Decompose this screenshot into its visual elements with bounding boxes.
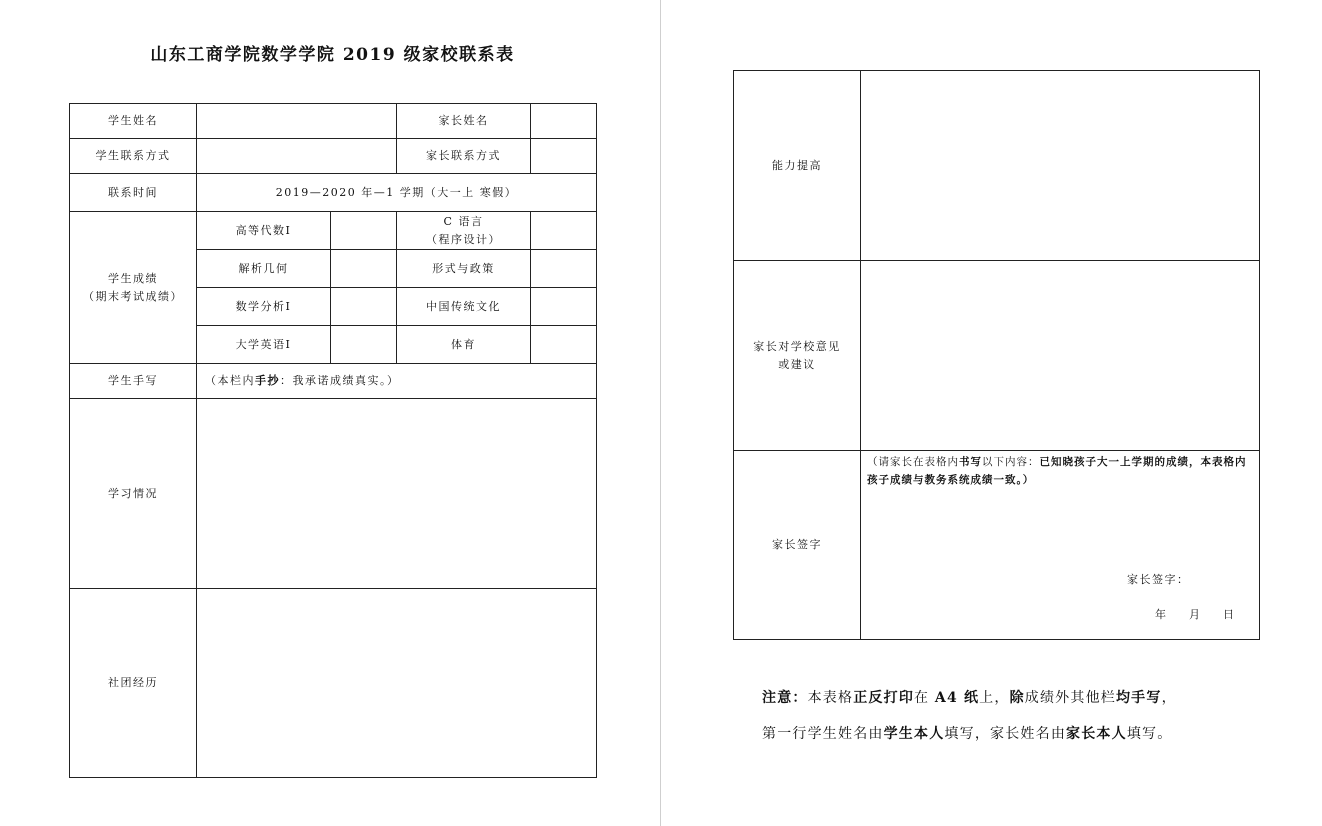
grades-label: 学生成绩 xyxy=(108,271,158,285)
course-score-field[interactable] xyxy=(331,212,397,250)
notice-p4: 在 xyxy=(914,690,935,706)
print-notice xyxy=(762,680,1282,752)
ability-field[interactable] xyxy=(861,71,1260,261)
notice-p13: 填写，家长姓名由 xyxy=(944,726,1067,742)
handwrite-prefix: （本栏内 xyxy=(205,374,255,387)
course-name: C 语言 xyxy=(443,214,484,228)
notice-p14: 家长本人 xyxy=(1066,726,1127,742)
signature-line: 家长签字： xyxy=(1127,573,1190,586)
notice-p2: 本表格 xyxy=(807,690,854,706)
ability-label: 能力提高 xyxy=(734,71,861,261)
course-name: 解析几何 xyxy=(197,250,331,288)
notice-line-1 xyxy=(762,680,1282,716)
course-score-field[interactable] xyxy=(331,288,397,326)
contact-time-label: 联系时间 xyxy=(70,174,197,212)
handwrite-field[interactable] xyxy=(197,364,597,399)
contact-time-value: 2019—2020 年—1 学期（大一上 寒假） xyxy=(197,174,597,212)
suggestion-label-cell xyxy=(734,261,861,451)
course-score-field[interactable] xyxy=(331,326,397,364)
parent-contact-label: 家长联系方式 xyxy=(397,139,531,174)
notice-p15: 填写。 xyxy=(1126,726,1173,742)
course-subname: （程序设计） xyxy=(426,232,501,246)
suggestion-label2: 或建议 xyxy=(778,357,816,371)
date-year: 年 xyxy=(1155,608,1167,621)
course-score-field[interactable] xyxy=(331,250,397,288)
parent-name-field[interactable] xyxy=(531,104,597,139)
suggestion-field[interactable] xyxy=(861,261,1260,451)
course-name-cell xyxy=(397,212,531,250)
notice-p11: 第一行学生姓名由 xyxy=(762,726,884,742)
handwrite-suffix: ：我承诺成绩真实。） xyxy=(280,374,400,387)
notice-p12: 学生本人 xyxy=(883,726,945,742)
course-score-field[interactable] xyxy=(531,212,597,250)
parent-sign-field[interactable] xyxy=(861,451,1260,640)
parent-contact-field[interactable] xyxy=(531,139,597,174)
notice-p10: ， xyxy=(1161,690,1177,706)
notice-p5: A4 纸 xyxy=(934,690,980,706)
course-name: 体育 xyxy=(397,326,531,364)
course-score-field[interactable] xyxy=(531,288,597,326)
notice-p6: 上， xyxy=(979,690,1010,706)
student-name-label: 学生姓名 xyxy=(70,104,197,139)
sign-note-bold1: 书写 xyxy=(959,456,982,468)
course-name: 数学分析Ⅰ xyxy=(197,288,331,326)
parent-name-label: 家长姓名 xyxy=(397,104,531,139)
sign-note xyxy=(867,453,1253,489)
student-contact-field[interactable] xyxy=(197,139,397,174)
notice-p3: 正反打印 xyxy=(853,690,915,706)
notice-p1: 注意： xyxy=(762,690,808,706)
date-month: 月 xyxy=(1189,608,1201,621)
notice-p8: 成绩外其他栏 xyxy=(1024,690,1116,706)
suggestion-label: 家长对学校意见 xyxy=(753,339,841,353)
course-name: 高等代数Ⅰ xyxy=(197,212,331,250)
notice-p9: 均手写 xyxy=(1115,690,1162,706)
page-divider xyxy=(660,0,661,826)
handwrite-bold: 手抄 xyxy=(255,374,280,387)
student-contact-label: 学生联系方式 xyxy=(70,139,197,174)
notice-line-2 xyxy=(762,716,1282,752)
parent-sign-label: 家长签字 xyxy=(734,451,861,640)
form-title: 山东工商学院数学学院 2019 级家校联系表 xyxy=(150,45,515,65)
notice-p7: 除 xyxy=(1009,690,1025,706)
study-label: 学习情况 xyxy=(70,399,197,589)
club-field[interactable] xyxy=(197,589,597,778)
course-name: 形式与政策 xyxy=(397,250,531,288)
sign-note-prefix: （请家长在表格内 xyxy=(867,456,959,468)
contact-form-page1 xyxy=(69,103,597,778)
course-name: 大学英语Ⅰ xyxy=(197,326,331,364)
course-score-field[interactable] xyxy=(531,326,597,364)
course-name: 中国传统文化 xyxy=(397,288,531,326)
club-label: 社团经历 xyxy=(70,589,197,778)
sign-note-bold2: 已知晓孩子大一上学期的成绩，本表格内孩子成绩与教务系统成绩一致。） xyxy=(867,456,1247,486)
course-score-field[interactable] xyxy=(531,250,597,288)
study-field[interactable] xyxy=(197,399,597,589)
date-day: 日 xyxy=(1223,608,1235,621)
handwrite-label: 学生手写 xyxy=(70,364,197,399)
date-line xyxy=(1155,606,1257,624)
student-name-field[interactable] xyxy=(197,104,397,139)
grades-sublabel: （期末考试成绩） xyxy=(83,289,183,303)
grades-label-cell xyxy=(70,212,197,364)
sign-note-mid: 以下内容： xyxy=(982,456,1040,468)
contact-form-page2 xyxy=(733,70,1260,640)
